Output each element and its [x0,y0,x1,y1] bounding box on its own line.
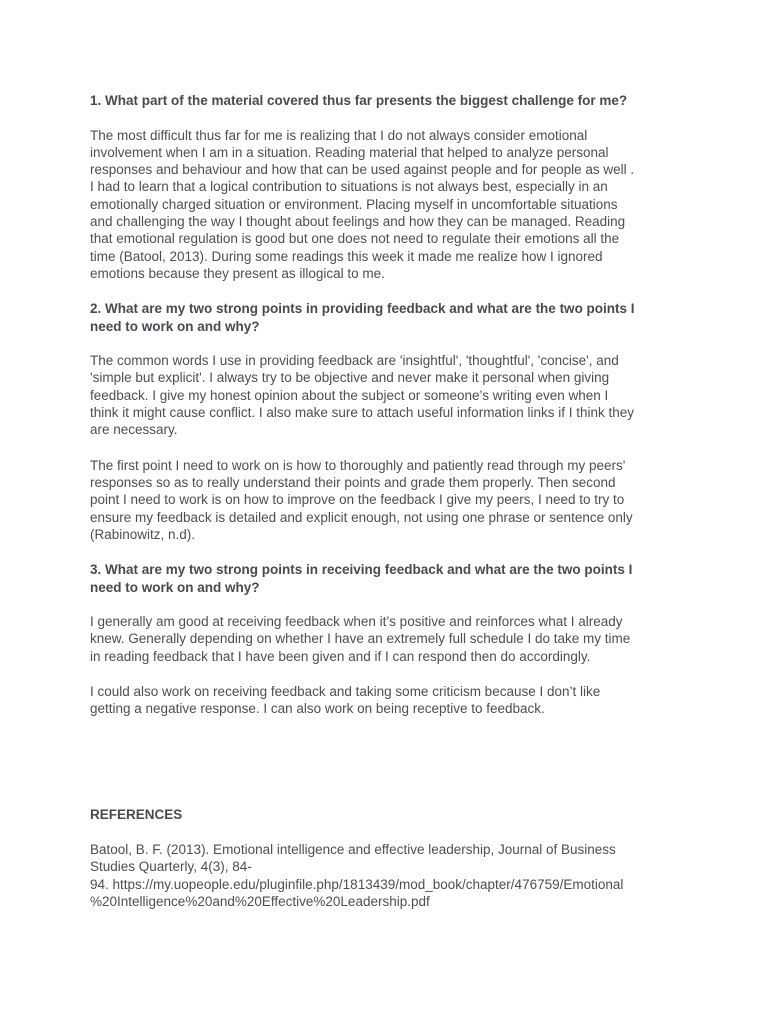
answer-3a-paragraph [90,613,680,665]
answer-3a-line: knew. Generally depending on whether I have an extremely full schedule I do take my time [90,631,631,647]
answer-1-line: The most difficult thus far for me is realizing that I do not always consider emotional [90,127,588,143]
answer-1-line: responses and behaviour and how that can be used against people and for people as well . [90,162,635,178]
answer-1-line: and challenging the way I thought about feelings and how they can be managed. Reading [90,213,626,229]
answer-2b-line: The first point I need to work on is how to thoroughly and patiently read through my peers' [90,457,626,473]
answer-3b-line: getting a negative response. I can also work on being receptive to feedback. [90,701,545,717]
reference-link-line: 94. https://my.uopeople.edu/pluginfile.php/1813439/mod_book/chapter/476759/Emotional [90,876,624,892]
answer-2b-line: ensure my feedback is detailed and explicit enough, not using one phrase or sentence only [90,509,633,525]
answer-1-line: emotions because they present as illogical to me. [90,265,385,281]
question-2-line: 2. What are my two strong points in providing feedback and what are the two points I [90,301,635,317]
question-1: 1. What part of the material covered thus far presents the biggest challenge for me? [90,93,628,108]
question-3 [90,561,680,596]
answer-2a-line: think it might cause conflict. I also make sure to attach useful information links if I think they [90,405,635,421]
answer-1-line: emotionally charged situation or environment. Placing myself in uncomfortable situations [90,196,618,212]
reference-link-line: %20Intelligence%20and%20Effective%20Leadership.pdf [90,894,430,910]
references-heading: REFERENCES [90,806,183,822]
reference-line: Batool, B. F. (2013). Emotional intelligence and effective leadership, Journal of Business [90,842,616,858]
answer-2a-paragraph [90,352,680,438]
answer-2a-line: The common words I use in providing feedback are 'insightful', 'thoughtful', 'concise', and [90,353,619,369]
reference-entry [90,841,680,910]
answer-1-line: that emotional regulation is good but one does not need to regulate their emotions all the [90,231,620,247]
answer-1-line: I had to learn that a logical contribution to situations is not always best, especially in an [90,179,608,195]
answer-2b-line: responses so as to really understand their points and grade them properly. Then second [90,474,616,490]
answer-1-line: involvement when I am in a situation. Reading material that helped to analyze personal [90,144,609,160]
answer-1-paragraph [90,127,680,283]
reference-line: Studies Quarterly, 4(3), 84- [90,859,252,875]
question-3-line: 3. What are my two strong points in receiving feedback and what are the two points I [90,562,633,578]
answer-2b-line: point I need to work is on how to improve on the feedback I give my peers, I need to try to [90,492,625,508]
answer-2b-paragraph [90,457,680,543]
answer-3a-line: in reading feedback that I have been given and if I can respond then do accordingly. [90,648,591,664]
answer-3a-line: I generally am good at receiving feedback when it’s positive and reinforces what I already [90,614,623,630]
answer-3b-line: I could also work on receiving feedback and taking some criticism because I don’t like [90,684,601,700]
answer-2b-line: (Rabinowitz, n.d). [90,526,196,542]
question-2-line: need to work on and why? [90,318,260,334]
document-page [90,92,680,910]
answer-3b-paragraph [90,683,680,718]
answer-2a-line: 'simple but explicit'. I always try to be objective and never make it personal when giving [90,370,610,386]
answer-2a-line: feedback. I give my honest opinion about the subject or someone’s writing even when I [90,387,609,403]
answer-1-line: time (Batool, 2013). During some readings this week it made me realize how I ignored [90,248,603,264]
question-3-line: need to work on and why? [90,579,260,595]
answer-2a-line: are necessary. [90,422,178,438]
question-2 [90,300,680,335]
